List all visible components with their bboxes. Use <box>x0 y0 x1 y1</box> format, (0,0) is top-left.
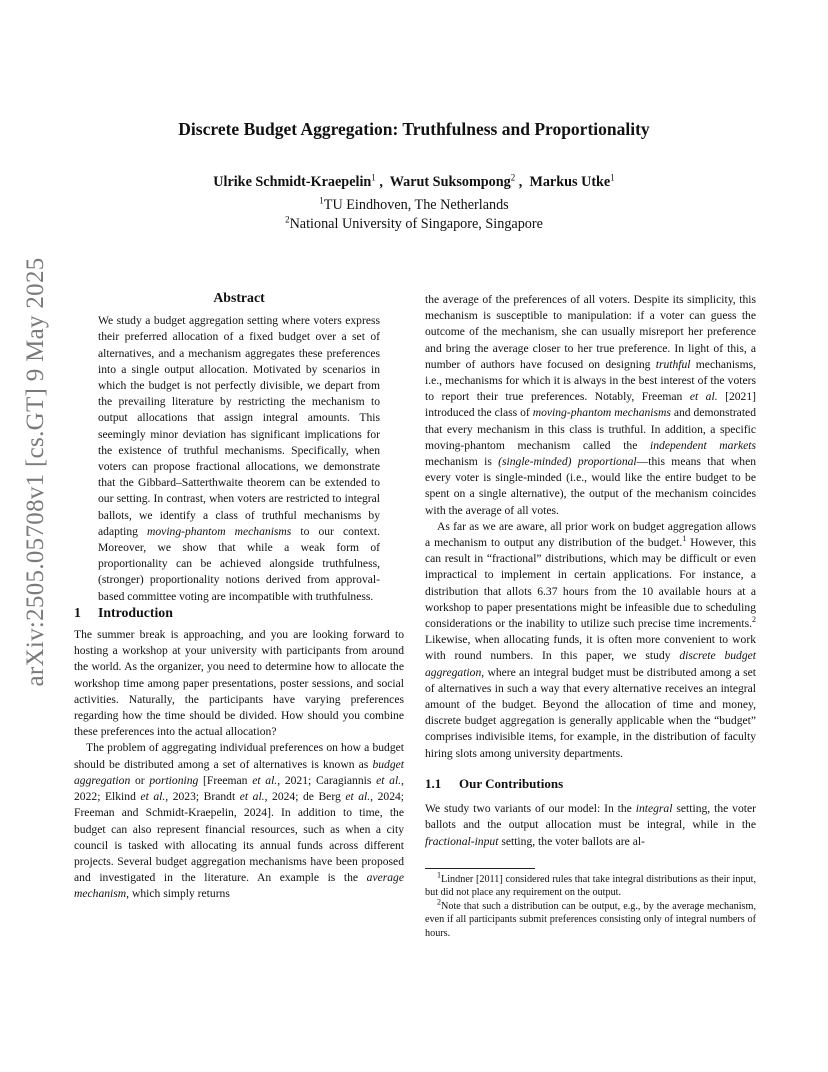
emphasis: et al. <box>376 773 402 787</box>
author-affiliation-mark: 2 <box>510 172 516 183</box>
text-run: The problem of aggregating individual preferences on how a budget should be distributed among a set of alternatives is known as <box>74 741 404 771</box>
arxiv-identifier <box>8 257 64 687</box>
right-column <box>425 292 756 941</box>
subsection-heading-contributions <box>425 776 756 792</box>
text-run: the average of the preferences of all voters. Despite its simplicity, this mechanism is susceptible to manipulation: if a voter can guess the outcome of the mechanism, she can usually misreport her preference and bring the average closer to her true preference. In light of this, a number of authors have focused on designing <box>425 293 756 371</box>
text-run: , where an integral budget must be distributed among a set of alternatives in such a way that every alternative receives an integral amount of the budget. Beyond the allocation of time and money, discrete budget aggregation is generally applicable when the “budget” comprises indivisible items, for example, in the distribution of faculty hiring slots among university departments. <box>425 665 756 760</box>
text-run: setting, the voter ballots are al- <box>498 834 645 848</box>
body-paragraph <box>425 292 756 519</box>
body-paragraph <box>425 519 756 762</box>
emphasis: average mechanism <box>74 871 404 901</box>
abstract-body <box>74 313 404 605</box>
text-run: However, this can result in “fractional” distributions, which may be difficult or even impractical to implement in certain applications. For instance, a distribution that allots 6.37 hours from the 10 available hours at a workshop to paper presentations might be infeasible due to scheduling considerations or the inability to utilize such precise time increments. <box>425 536 756 631</box>
section-heading-introduction <box>74 605 404 621</box>
author-name: Markus Utke <box>529 174 611 190</box>
author-list: Ulrike Schmidt-Kraepelin$^1$ , Warut Suksompong$^2$ , Markus Utke$^1$ <box>213 172 615 190</box>
author-affiliation-mark: 1 <box>610 172 615 183</box>
affiliation <box>0 197 828 214</box>
emphasis: integral <box>635 802 673 816</box>
text-run: [Freeman <box>198 773 253 787</box>
abstract-heading: Abstract <box>213 290 265 305</box>
footnote <box>425 870 756 900</box>
abstract-text: to our context. Moreover, we show that while a weak form of proportionality can be achieved alongside truthfulness, (stronger) proportionality notions derived from approval-based committee voting are incompatible with truthfulness. <box>98 524 381 603</box>
body-paragraph <box>425 801 756 850</box>
emphasis: independent markets <box>650 438 756 452</box>
section-number: 1 <box>74 604 81 620</box>
text-run: , 2024; Freeman and Schmidt-Kraepelin, 2024]. In addition to time, the budget can also represent financial resources, such as when a city council is tasked with allocating its annual funds across different projects. Several budget aggregation mechanisms have been proposed and investigated in the literature. An example is the <box>74 790 405 885</box>
abstract-text: We study a budget aggregation setting where voters express their preferred allocation of a fixed budget over a set of alternatives, and a mechanism aggregates these preferences into a single output allocation. Motivated by scenarios in which the budget is not perfectly divisible, we depart from the prevailing literature by restricting the mechanism to output allocations that assign integral amounts. This seemingly minor deviation has significant implications for the existence of truthful mechanisms. Specifically, when voters can propose fractional allocations, we demonstrate that the Gibbard–Satterthwaite theorem can be extended to our setting. In contrast, when voters are restricted to integral ballots, we identify a class of truthful mechanisms by adapting <box>98 314 380 538</box>
text-run: and demonstrated that every mechanism in this class is truthful. In addition, a specific moving-phantom mechanism called the <box>425 406 756 452</box>
text-run: , which simply returns <box>126 887 230 901</box>
affiliation-text: National University of Singapore, Singapore <box>289 216 543 232</box>
subsection-number: 1.1 <box>425 775 442 791</box>
subsection-title: Our Contributions <box>459 775 564 791</box>
emphasis: et al. <box>140 790 166 804</box>
emphasis: et al. <box>689 390 718 404</box>
footnote-divider <box>425 868 535 869</box>
footnote-text: Note that such a distribution can be output, e.g., by the average mechanism, even if all participants submit preferences consisting only of integral numbers of hours. <box>425 900 756 940</box>
paper-title: Discrete Budget Aggregation: Truthfulness and Proportionality <box>178 119 650 139</box>
emphasis: truthful <box>655 357 691 371</box>
footnote-mark: 2 <box>437 897 441 907</box>
author-affiliation-mark: 1 <box>371 172 376 183</box>
text-run: , 2024; de Berg <box>264 790 346 804</box>
footnote-ref: 1 <box>682 534 687 544</box>
footnote-mark: 1 <box>437 870 441 880</box>
abstract-emphasis: moving-phantom mechanisms <box>147 524 292 538</box>
emphasis: budget aggregation <box>74 757 404 787</box>
emphasis: portioning <box>149 773 199 787</box>
text-run: Likewise, when allocating funds, it is often more convenient to work with round numbers. In this paper, we study <box>425 633 756 663</box>
left-column <box>74 290 404 903</box>
affiliation <box>0 216 828 233</box>
section-title: Introduction <box>98 604 173 620</box>
footnote <box>425 897 756 941</box>
author-name: Warut Suksompong <box>389 174 511 190</box>
text-run: mechanism is <box>425 455 499 469</box>
text-run: mechanisms, i.e., mechanisms for which it is always in the best interest of the voters to report their true preferences. Notably, Freeman <box>425 357 756 404</box>
intro-paragraph: The summer break is approaching, and you are looking forward to hosting a workshop at your university with participants from around the world. As the organizer, you need to determine how to allocate the workshop time among paper presentations, poster sessions, and social activities. Naturally, the participants have varying preferences regarding how the time should be divided. How should you combine these preferences into the actual allocation? <box>74 628 404 739</box>
affiliation-mark: 2 <box>285 214 290 225</box>
text-run: setting, the voter ballots and the output allocation must be integral, while in the <box>425 802 756 832</box>
text-run: or <box>130 773 150 787</box>
footnote-ref: 2 <box>752 615 756 625</box>
text-run: , 2021; Caragiannis <box>277 773 377 787</box>
text-run: [2021] introduced the class of <box>425 390 756 420</box>
emphasis: et al. <box>239 790 265 804</box>
emphasis: moving-phantom mechanisms <box>532 406 671 420</box>
emphasis: et al. <box>345 790 371 804</box>
text-run: As far as we are aware, all prior work on budget aggregation allows a mechanism to output any distribution of the budget. <box>425 519 756 550</box>
footnote-text: Lindner [2011] considered rules that take integral distributions as their input, but did not place any requirement on the output. <box>425 873 756 899</box>
emphasis: (single-minded) proportional <box>498 455 637 469</box>
text-run: We study two variants of our model: In the <box>425 802 636 816</box>
text-run: , 2022; Elkind <box>74 773 404 804</box>
affiliation-text: TU Eindhoven, The Netherlands <box>323 197 509 213</box>
intro-paragraph <box>74 740 404 902</box>
author-name: Ulrike Schmidt-Kraepelin <box>213 174 372 190</box>
arxiv-identifier-text: arXiv:2505.05708v1 [cs.GT] 9 May 2025 <box>22 257 49 687</box>
emphasis: fractional-input <box>425 834 499 848</box>
affiliation-mark: 1 <box>319 195 324 206</box>
emphasis: discrete budget aggregation <box>425 649 756 679</box>
text-run: —this means that when every voter is single-minded (i.e., would like the entire budget to be spent on a single alternative), the output of the mechanism coincides with the average of all votes. <box>425 455 757 517</box>
emphasis: et al. <box>252 773 278 787</box>
text-run: , 2023; Brandt <box>165 790 240 804</box>
